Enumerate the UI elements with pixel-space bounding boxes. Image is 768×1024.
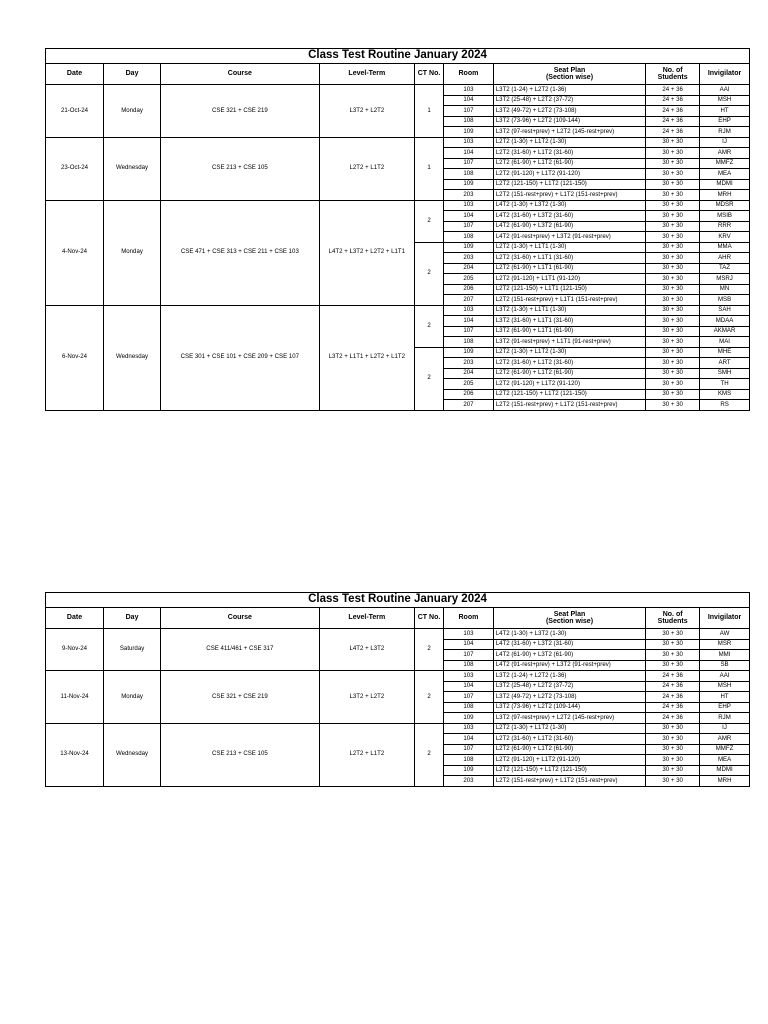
header-no-of-students: No. of Students [646,64,700,85]
seat-plan-cell: L3T2 (97-rest+prev) + L2T2 (145-rest+prev) [493,127,645,138]
header-date: Date [46,608,104,629]
students-cell: 30 + 30 [646,326,700,337]
room-cell: 104 [444,734,494,745]
room-cell: 104 [444,681,494,692]
students-cell: 30 + 30 [646,316,700,327]
header-ct-no: CT No. [415,608,444,629]
students-cell: 30 + 30 [646,284,700,295]
invigilator-cell: MEA [700,169,750,180]
level-term-cell: L2T2 + L1T2 [319,723,414,786]
invigilator-cell: TH [700,379,750,390]
students-cell: 30 + 30 [646,629,700,640]
date-cell: 6-Nov-24 [46,305,104,410]
date-cell: 23-Oct-24 [46,137,104,200]
students-cell: 30 + 30 [646,169,700,180]
header-date: Date [46,64,104,85]
header-no-of-students: No. of Students [646,608,700,629]
students-cell: 24 + 36 [646,681,700,692]
day-cell: Saturday [104,629,161,671]
routine-table-1 [45,48,750,411]
room-cell: 203 [444,358,494,369]
table-row [46,200,750,211]
seat-plan-cell: L3T2 (97-rest+prev) + L2T2 (145-rest+prev) [493,713,645,724]
students-cell: 30 + 30 [646,368,700,379]
students-cell: 24 + 36 [646,671,700,682]
invigilator-cell: HT [700,692,750,703]
room-cell: 205 [444,274,494,285]
room-cell: 109 [444,765,494,776]
course-cell: CSE 213 + CSE 105 [161,137,320,200]
invigilator-cell: MMFZ [700,158,750,169]
seat-plan-cell: L3T2 (25-48) + L2T2 (37-72) [493,95,645,106]
date-cell: 11-Nov-24 [46,671,104,724]
students-cell: 30 + 30 [646,744,700,755]
seat-plan-cell: L4T2 (61-90) + L3T2 (61-90) [493,650,645,661]
room-cell: 108 [444,169,494,180]
room-cell: 104 [444,211,494,222]
header-room: Room [444,608,494,629]
room-cell: 203 [444,776,494,787]
ct-no-cell: 2 [415,347,444,410]
invigilator-cell: MSH [700,95,750,106]
course-cell: CSE 321 + CSE 219 [161,671,320,724]
room-cell: 203 [444,190,494,201]
seat-plan-cell: L4T2 (31-60) + L3T2 (31-60) [493,211,645,222]
header-level-term: Level-Term [319,608,414,629]
ct-no-cell: 2 [415,305,444,347]
invigilator-cell: MRH [700,776,750,787]
seat-plan-cell: L2T2 (151-rest+prev) + L1T1 (151-rest+prev) [493,295,645,306]
seat-plan-cell: L2T2 (151-rest+prev) + L1T2 (151-rest+prev) [493,400,645,411]
students-cell: 30 + 30 [646,200,700,211]
room-cell: 109 [444,127,494,138]
students-cell: 30 + 30 [646,379,700,390]
table-row [46,137,750,148]
students-cell: 24 + 36 [646,95,700,106]
ct-no-cell: 1 [415,137,444,200]
seat-plan-cell: L2T2 (1-30) + L1T2 (1-30) [493,723,645,734]
students-cell: 30 + 30 [646,274,700,285]
day-cell: Monday [104,671,161,724]
room-cell: 107 [444,158,494,169]
level-term-cell: L3T2 + L2T2 [319,85,414,138]
room-cell: 103 [444,137,494,148]
seat-plan-cell: L2T2 (151-rest+prev) + L1T2 (151-rest+prev) [493,776,645,787]
room-cell: 108 [444,116,494,127]
students-cell: 30 + 30 [646,755,700,766]
header-invigilator: Invigilator [700,608,750,629]
invigilator-cell: ART [700,358,750,369]
students-cell: 30 + 30 [646,305,700,316]
invigilator-cell: MDAA [700,316,750,327]
students-cell: 30 + 30 [646,221,700,232]
room-cell: 104 [444,148,494,159]
ct-no-cell: 2 [415,629,444,671]
students-cell: 24 + 36 [646,106,700,117]
room-cell: 108 [444,660,494,671]
seat-plan-cell: L2T2 (1-30) + L1T1 (1-30) [493,242,645,253]
seat-plan-cell: L3T2 (91-rest+prev) + L1T1 (91-rest+prev) [493,337,645,348]
table-row [46,671,750,682]
seat-plan-cell: L2T2 (121-150) + L1T2 (121-150) [493,765,645,776]
routine-body [46,85,750,411]
students-cell: 30 + 30 [646,765,700,776]
students-cell: 30 + 30 [646,650,700,661]
invigilator-cell: RRR [700,221,750,232]
invigilator-cell: SAH [700,305,750,316]
room-cell: 206 [444,284,494,295]
routine-table-2 [45,592,750,787]
invigilator-cell: AMR [700,734,750,745]
room-cell: 109 [444,242,494,253]
room-cell: 204 [444,263,494,274]
seat-plan-cell: L2T2 (61-90) + L1T2 (61-90) [493,368,645,379]
seat-plan-cell: L2T2 (91-120) + L1T2 (91-120) [493,755,645,766]
day-cell: Monday [104,85,161,138]
invigilator-cell: MSRJ [700,274,750,285]
seat-plan-cell: L3T2 (1-24) + L2T2 (1-36) [493,85,645,96]
invigilator-cell: IJ [700,137,750,148]
seat-plan-cell: L4T2 (91-rest+prev) + L3T2 (91-rest+prev) [493,660,645,671]
invigilator-cell: MHE [700,347,750,358]
invigilator-cell: MSH [700,681,750,692]
room-cell: 103 [444,629,494,640]
room-cell: 109 [444,179,494,190]
table-title: Class Test Routine January 2024 [46,49,750,64]
invigilator-cell: EHP [700,702,750,713]
invigilator-cell: AKMAR [700,326,750,337]
students-cell: 30 + 30 [646,660,700,671]
seat-plan-cell: L2T2 (61-90) + L1T2 (61-90) [493,744,645,755]
invigilator-cell: EHP [700,116,750,127]
seat-plan-cell: L2T2 (31-60) + L1T2 (31-60) [493,734,645,745]
seat-plan-cell: L2T2 (61-90) + L1T1 (61-90) [493,263,645,274]
seat-plan-cell: L3T2 (49-72) + L2T2 (73-108) [493,106,645,117]
students-cell: 30 + 30 [646,263,700,274]
students-cell: 30 + 30 [646,211,700,222]
invigilator-cell: KMS [700,389,750,400]
seat-plan-cell: L3T2 (49-72) + L2T2 (73-108) [493,692,645,703]
seat-plan-cell: L3T2 (61-90) + L1T1 (61-90) [493,326,645,337]
room-cell: 109 [444,347,494,358]
room-cell: 205 [444,379,494,390]
students-cell: 30 + 30 [646,253,700,264]
course-cell: CSE 213 + CSE 105 [161,723,320,786]
date-cell: 13-Nov-24 [46,723,104,786]
invigilator-cell: RJM [700,713,750,724]
course-cell: CSE 301 + CSE 101 + CSE 209 + CSE 107 [161,305,320,410]
room-cell: 108 [444,232,494,243]
seat-plan-cell: L2T2 (1-30) + L1T2 (1-30) [493,347,645,358]
invigilator-cell: MMFZ [700,744,750,755]
room-cell: 104 [444,95,494,106]
students-cell: 24 + 36 [646,127,700,138]
invigilator-cell: MRH [700,190,750,201]
level-term-cell: L4T2 + L3T2 + L2T2 + L1T1 [319,200,414,305]
students-cell: 24 + 36 [646,713,700,724]
invigilator-cell: TAZ [700,263,750,274]
students-cell: 30 + 30 [646,347,700,358]
room-cell: 103 [444,723,494,734]
ct-no-cell: 2 [415,200,444,242]
date-cell: 4-Nov-24 [46,200,104,305]
room-cell: 103 [444,200,494,211]
seat-plan-cell: L4T2 (61-90) + L3T2 (61-90) [493,221,645,232]
students-cell: 24 + 36 [646,692,700,703]
room-cell: 107 [444,650,494,661]
table-row [46,723,750,734]
course-cell: CSE 411/461 + CSE 317 [161,629,320,671]
room-cell: 107 [444,744,494,755]
room-cell: 203 [444,253,494,264]
day-cell: Wednesday [104,723,161,786]
room-cell: 107 [444,106,494,117]
students-cell: 30 + 30 [646,639,700,650]
seat-plan-cell: L2T2 (121-150) + L1T1 (121-150) [493,284,645,295]
seat-plan-cell: L2T2 (91-120) + L1T2 (91-120) [493,169,645,180]
level-term-cell: L3T2 + L1T1 + L2T2 + L1T2 [319,305,414,410]
students-cell: 24 + 36 [646,116,700,127]
seat-plan-cell: L2T2 (31-60) + L1T2 (31-60) [493,358,645,369]
students-cell: 30 + 30 [646,337,700,348]
ct-no-cell: 1 [415,85,444,138]
seat-plan-cell: L2T2 (121-150) + L1T2 (121-150) [493,389,645,400]
table-title: Class Test Routine January 2024 [46,593,750,608]
room-cell: 107 [444,221,494,232]
seat-plan-cell: L3T2 (25-48) + L2T2 (37-72) [493,681,645,692]
seat-plan-cell: L4T2 (1-30) + L3T2 (1-30) [493,200,645,211]
header-level-term: Level-Term [319,64,414,85]
students-cell: 30 + 30 [646,734,700,745]
students-cell: 30 + 30 [646,158,700,169]
seat-plan-cell: L2T2 (1-30) + L1T2 (1-30) [493,137,645,148]
seat-plan-cell: L2T2 (61-90) + L1T2 (61-90) [493,158,645,169]
seat-plan-cell: L2T2 (121-150) + L1T2 (121-150) [493,179,645,190]
invigilator-cell: MEA [700,755,750,766]
students-cell: 30 + 30 [646,232,700,243]
level-term-cell: L4T2 + L3T2 [319,629,414,671]
seat-plan-cell: L4T2 (91-rest+prev) + L3T2 (91-rest+prev) [493,232,645,243]
header-seat-plan: Seat Plan (Section wise) [493,608,645,629]
course-cell: CSE 321 + CSE 219 [161,85,320,138]
invigilator-cell: MN [700,284,750,295]
seat-plan-cell: L2T2 (31-60) + L1T2 (31-60) [493,148,645,159]
invigilator-cell: AHR [700,253,750,264]
header-seat-plan: Seat Plan (Section wise) [493,64,645,85]
students-cell: 30 + 30 [646,776,700,787]
seat-plan-cell: L3T2 (73-96) + L2T2 (109-144) [493,702,645,713]
header-course: Course [161,64,320,85]
seat-plan-cell: L4T2 (1-30) + L3T2 (1-30) [493,629,645,640]
seat-plan-cell: L2T2 (151-rest+prev) + L1T2 (151-rest+prev) [493,190,645,201]
room-cell: 108 [444,702,494,713]
invigilator-cell: AAI [700,85,750,96]
level-term-cell: L3T2 + L2T2 [319,671,414,724]
invigilator-cell: HT [700,106,750,117]
room-cell: 108 [444,337,494,348]
students-cell: 30 + 30 [646,723,700,734]
invigilator-cell: MMI [700,650,750,661]
students-cell: 30 + 30 [646,242,700,253]
day-cell: Wednesday [104,305,161,410]
room-cell: 104 [444,316,494,327]
invigilator-cell: RJM [700,127,750,138]
header-day: Day [104,64,161,85]
routine-body [46,629,750,787]
ct-no-cell: 2 [415,671,444,724]
students-cell: 30 + 30 [646,148,700,159]
seat-plan-cell: L2T2 (91-120) + L1T1 (91-120) [493,274,645,285]
seat-plan-cell: L3T2 (73-96) + L2T2 (109-144) [493,116,645,127]
seat-plan-cell: L3T2 (1-24) + L2T2 (1-36) [493,671,645,682]
header-invigilator: Invigilator [700,64,750,85]
students-cell: 30 + 30 [646,358,700,369]
students-cell: 24 + 36 [646,85,700,96]
room-cell: 104 [444,639,494,650]
table-row [46,629,750,640]
students-cell: 30 + 30 [646,389,700,400]
students-cell: 24 + 36 [646,702,700,713]
invigilator-cell: MSB [700,295,750,306]
invigilator-cell: AW [700,629,750,640]
room-cell: 103 [444,85,494,96]
room-cell: 107 [444,326,494,337]
room-cell: 103 [444,671,494,682]
seat-plan-cell: L2T2 (31-60) + L1T1 (31-60) [493,253,645,264]
course-cell: CSE 471 + CSE 313 + CSE 211 + CSE 103 [161,200,320,305]
students-cell: 30 + 30 [646,179,700,190]
invigilator-cell: MSR [700,639,750,650]
students-cell: 30 + 30 [646,400,700,411]
room-cell: 207 [444,400,494,411]
invigilator-cell: MMA [700,242,750,253]
invigilator-cell: IJ [700,723,750,734]
seat-plan-cell: L2T2 (91-120) + L1T2 (91-120) [493,379,645,390]
students-cell: 30 + 30 [646,137,700,148]
ct-no-cell: 2 [415,723,444,786]
seat-plan-cell: L4T2 (31-60) + L3T2 (31-60) [493,639,645,650]
seat-plan-cell: L3T2 (31-60) + L1T1 (31-60) [493,316,645,327]
students-cell: 30 + 30 [646,190,700,201]
table-row [46,305,750,316]
room-cell: 107 [444,692,494,703]
date-cell: 9-Nov-24 [46,629,104,671]
header-room: Room [444,64,494,85]
room-cell: 108 [444,755,494,766]
day-cell: Wednesday [104,137,161,200]
room-cell: 109 [444,713,494,724]
invigilator-cell: MDMI [700,765,750,776]
invigilator-cell: AMR [700,148,750,159]
room-cell: 204 [444,368,494,379]
header-day: Day [104,608,161,629]
invigilator-cell: MDSR [700,200,750,211]
room-cell: 103 [444,305,494,316]
seat-plan-cell: L3T2 (1-30) + L1T1 (1-30) [493,305,645,316]
room-cell: 207 [444,295,494,306]
ct-no-cell: 2 [415,242,444,305]
invigilator-cell: MDMI [700,179,750,190]
invigilator-cell: SMH [700,368,750,379]
date-cell: 21-Oct-24 [46,85,104,138]
invigilator-cell: SB [700,660,750,671]
invigilator-cell: AAI [700,671,750,682]
table-row [46,85,750,96]
header-ct-no: CT No. [415,64,444,85]
header-course: Course [161,608,320,629]
level-term-cell: L2T2 + L1T2 [319,137,414,200]
invigilator-cell: RS [700,400,750,411]
day-cell: Monday [104,200,161,305]
invigilator-cell: KRV [700,232,750,243]
students-cell: 30 + 30 [646,295,700,306]
room-cell: 206 [444,389,494,400]
invigilator-cell: MSIB [700,211,750,222]
invigilator-cell: MAI [700,337,750,348]
